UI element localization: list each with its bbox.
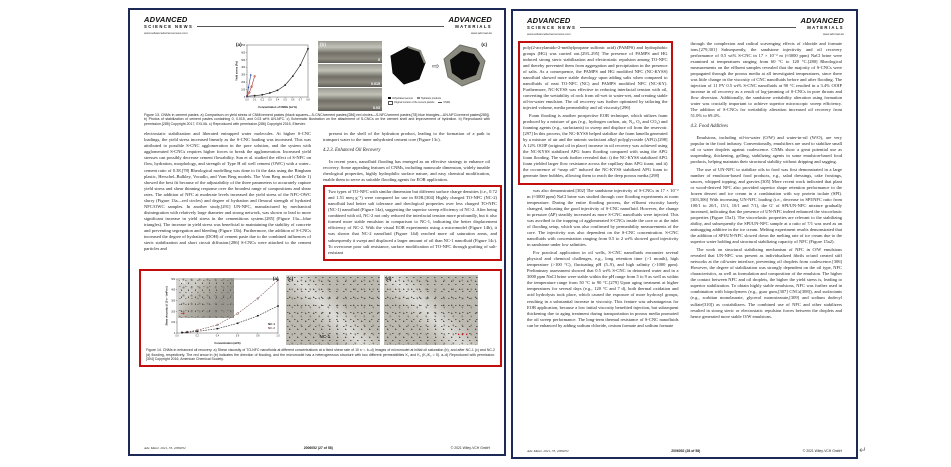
- text-cursor: ↵: [859, 446, 867, 456]
- page-header: [130, 10, 504, 35]
- advanced-science-news-logo: [144, 16, 193, 35]
- figure-14c-image: [286, 275, 380, 345]
- cement-paste-photo: [318, 64, 382, 87]
- photo-label: 0.015: [371, 81, 380, 86]
- logo-line-2: SCIENCE NEWS: [527, 24, 577, 30]
- figure-13c-legend: [388, 97, 490, 105]
- cement-paste-photo: [318, 41, 382, 64]
- svg-text:Shear viscosity @ 10 s⁻¹ (mPa·: Shear viscosity @ 10 s⁻¹ (mPa·s): [164, 286, 168, 326]
- journal-reference: Adv. Mater. 2021, 33, 2006052: [144, 446, 186, 450]
- svg-text:100: 100: [241, 88, 246, 92]
- svg-text:400: 400: [241, 65, 246, 69]
- legend-label: Unhydrated cement: [392, 96, 413, 100]
- svg-text:0.0: 0.0: [245, 97, 249, 101]
- body-columns: [144, 131, 497, 261]
- svg-text:0.0: 0.0: [174, 334, 179, 338]
- panel-label-d: (d): [385, 276, 392, 282]
- svg-text:0.8: 0.8: [255, 334, 259, 338]
- figure-13-caption: Figure 13. CNMs in cement pastes. a) Comparison on yield stress of CNM/cement pastes (black squares—S-CNC/cement pastes;[286] red circles—S-NFC/cement pastes;[78] blue triangles—UN-NFC/cement pastes[285]). b) Photos of stabilization of cement pastes containing 0, 0.015, and 0.03 wt% UN-NFC. c) Schematic illustration on the attachment of S-CNCs on the cement shell and improvement of hydration. b) Reproduced with permission.[285] Copyright 2017, EXLVA. c) Reproduced with permission.[286] Copyright 2015, Elsevier.: [144, 112, 490, 126]
- panel-label-c: (c): [287, 276, 294, 282]
- figure-14d-image: [384, 275, 478, 345]
- svg-text:500: 500: [241, 58, 246, 62]
- svg-text:NC-2: NC-2: [267, 326, 275, 331]
- svg-text:0.6: 0.6: [235, 334, 239, 338]
- section-heading: 4.3. Food Additives: [690, 124, 728, 130]
- page-27: [128, 8, 506, 456]
- photo-label: 0.03: [373, 105, 380, 110]
- paragraph: In recent years, nanofluid flooding has emerged as an effective strategy to enhance oil recovery. Some appealing features of CNMs, including nanoscale dimension, widely tunable rheological properties, highly hydrophilic surface nature, and easy chemical modification, enable them to serve as suitable flooding agents for EOR application.: [323, 158, 490, 182]
- logo-line-2: MATERIALS: [807, 24, 844, 30]
- svg-text:Yield stress (Pa): Yield stress (Pa): [235, 60, 239, 81]
- legend-item: [417, 97, 441, 100]
- gray-swatch-icon: [417, 97, 420, 99]
- panel-label-a: (a): [236, 41, 242, 47]
- advanced-materials-logo: [800, 17, 844, 36]
- right-column: [323, 131, 497, 261]
- panel-label-b: (b): [320, 41, 326, 47]
- svg-text:600: 600: [241, 50, 246, 54]
- red-dots-marker: •••: [457, 332, 470, 338]
- figure-13a-plot: [234, 41, 312, 111]
- figure-14a-plot: [164, 275, 282, 345]
- nc1-label: NC-1: [319, 334, 331, 340]
- panel-label-c: (c): [481, 41, 487, 47]
- figure-14b-inset-image: [178, 278, 234, 318]
- svg-text:0.1: 0.1: [252, 97, 257, 101]
- cement-particle-schematic: [388, 41, 490, 91]
- svg-text:0.8: 0.8: [306, 97, 310, 101]
- advanced-science-news-logo: [527, 17, 576, 36]
- copyright: © 2021 Wiley-VCH GmbH: [802, 449, 842, 453]
- panel-label-b: (b): [179, 279, 186, 285]
- paragraph: Emulsions, including oil-in-water (O/W) and water-in-oil (W/O), are very popular in the food industry. Conventionally, emulsifiers are used to stabilize small oil or water droplets against coalescence. CNMs show a great potential use as suspending, thickening, gelling, stabilizing agents in some emulsion-based food products, helping maintain their structural stability without dripping and sagging.: [690, 134, 842, 165]
- logo-line-2: MATERIALS: [455, 23, 492, 29]
- panel-label-a: (a): [272, 276, 279, 282]
- legend-item: [388, 101, 434, 105]
- header-rule: [580, 17, 796, 28]
- svg-text:1.0: 1.0: [275, 334, 280, 338]
- svg-text:500: 500: [170, 278, 175, 282]
- paragraph: poly(2-acrylamido-2-methylpropane sulfonic acid) (PAMPS) and hydrophobic groups (HG) was carried out.[293–295] The presence of PAMPS and HG induced strong steric stabilization and electrostatic repulsion among TO-NFC and thereby prevented them from aggregation and precipitation in the presence of salts. As a consequence, the PAMPS and HG modified NFC (NC-KYSS) nanofluid showed more stable rheology upon adding salts when compared to nanofluids of neat TO-NFC (NC) and PAMPS modified NFC (NC-KY). Furthermore, NC-KYSS was effective in reducing interfacial tension with oil, converting the wettability of rock from oil-wet to water-wet, and creating stable oil-in-water emulsion. The oil recovery was further optimized by tailoring the injected volume, media permeability and oil viscosity.[296]: [523, 44, 668, 111]
- legend-item: [388, 97, 413, 100]
- section-heading: 4.2.3. Enhanced Oil Recovery: [323, 148, 381, 154]
- highlight-box-figure-14: [139, 269, 502, 367]
- legend-label: Original contour of the cement particle: [394, 101, 435, 105]
- paragraph: through the complexion and radical scavenging effects of chloride and formate ions.[279,301] Subsequently, the sandstone injectivity and oil recovery performance of 0.5 wt% S-CNC in 17 × 10⁻³ m (≈3000 ppm) NaCl brine were examined at temperatures ranging from 60 °C to 120 °C.[280] Rheological measurements on the effluent samples revealed that the majority of S-CNCs were propagated through the porous media at all investigated temperatures, since there was little change in the viscosity of CNC nanofluids before and after flooding. The injection of 11 PV 0.5 wt% S-CNC nanofluids at 90 °C resulted in a 3.4% OOIP increase in oil recovery as a result of log-jamming of S-CNCs in pore throats and flow diversion. Additionally, the sandstone wettability alteration using formation water was crucially important to achieve superior microscopic sweep efficiency. The addition of S-CNCs for wettability alteration increased oil recovery from 51.0% to 69.4%.: [690, 40, 842, 119]
- svg-text:0.2: 0.2: [195, 334, 199, 338]
- paragraph: The use of UN-NFC to stabilize oils in food was first demonstrated in a large number of emulsion-based food products, e.g., salad dressings, cake frostings, sauces, whipped topping, and gravies.[305] More recent work indicated that plant or wood-derived NFC also provided superior shape retention performance to the frozen dessert and ice cream in a combination with soy protein isolate (SPI).[303,306] With increasing UN-NFC loading (i.e., decrease in SPI/NFC ratio from 100/1 to 20/1, 15/1, 10/1 and 7/1), the G′ of SPI/UN-NFC mixture gradually increased, indicating that the presence of UN-NFC indeed enhanced the viscoelastic properties (Figure 15a1). The viscoelastic properties are relevant to the stabilizing ability, and subsequently the SPI/UN-NFC sample at a ratio of 7/1 was used as an antisagging additive in the ice cream. Melting experiment results demonstrated that the addition of SPI/UN-NFC slowed down the melting rate of ice cream due to the superior water holding and structural stabilizing capacity of NFC (Figure 15a2).: [690, 166, 842, 245]
- right-column: [691, 41, 843, 322]
- svg-text:0: 0: [173, 332, 175, 336]
- flood-direction-arrow-icon: →: [180, 311, 185, 318]
- legend-item: [438, 101, 450, 105]
- left-column: [144, 131, 311, 254]
- figure-13c-schematic: [388, 41, 490, 111]
- svg-text:0.2: 0.2: [260, 97, 264, 101]
- svg-text:300: 300: [170, 299, 175, 303]
- outline-swatch-icon: [388, 101, 393, 105]
- page-header: [513, 11, 856, 36]
- highlight-box-text: [518, 41, 673, 185]
- svg-text:NC-1: NC-1: [267, 322, 275, 327]
- figure-13b-photos: [318, 41, 382, 111]
- svg-text:0: 0: [243, 95, 246, 99]
- copyright: © 2021 Wiley-VCH GmbH: [450, 446, 490, 450]
- svg-text:700: 700: [241, 43, 246, 47]
- photo-label: 0: [378, 58, 380, 63]
- svg-text:0.4: 0.4: [215, 334, 219, 338]
- asn-url: www.advancedsciencenews.com: [527, 31, 571, 36]
- asn-url: www.advancedsciencenews.com: [144, 30, 188, 35]
- paragraph: was also demonstrated.[302] The sandstone injectivity of S-CNCs in 17 × 10⁻³ m (≈3000 ppm) NaCl brine was studied through core flooding experiments at room temperature. During the entire flooding process, the effluent viscosity barely changed, indicating the good injectivity of S-CNC nanofluid. However, the change in pressure (ΔP) steadily increased as more S-CNC nanofluids were injected. This was ascribed to the trapping of agglomerated S-CNCs inside the core or at the inlet of flooding setup, which was also confirmed by permeability measurements of the core. The injectivity was also dependent on the S-CNC concentration. S-CNC nanofluids with concentration ranging from 0.5 to 2 wt% showed good injectivity in sandstone under low salinities.: [527, 187, 679, 248]
- logo-line-1: ADVANCED: [144, 15, 188, 24]
- cement-paste-photo: [318, 88, 382, 111]
- svg-text:200: 200: [241, 80, 246, 84]
- paragraph: The work on structural stabilizing mechanism of NFC in O/W emulsions revealed that UN-NFC was present as individualized fibrils or/and created stiff networks at the oil/water interface, preventing oil droplets from coalescence.[306] However, the degree of stabilization was strongly dependent on the oil type, NFC characteristics, as well as formulation and composition of the emulsion. The higher the contact between NFC and oil droplets, the higher the yield stress is, leading to superior stabilization. To obtain highly stable emulsions, NFC was further used in combination with biopolymers (e.g., guar gum,[307] CNCs[308]), and surfactants (e.g., sorbitan monolaurate, glycerol monostearate,[309] and sodium dodecyl sulfate[310]) as costabilizers. The combined use of NFC and other stabilizers resulted in strong steric or electrostatic repulsion forces between the droplets and hence generated more stable O/W emulsions.: [690, 246, 842, 319]
- logo-line-1: ADVANCED: [448, 15, 492, 24]
- left-column: [523, 41, 679, 331]
- svg-text:0.6: 0.6: [291, 97, 295, 101]
- legend-label: CNMs: [443, 101, 451, 105]
- figure-14-caption: Figure 14. CNMs in enhanced oil recovery. a) Shear viscosity of TO-NFC nanofluids at different concentrations at a fixed shear rate of 10 s⁻¹. b–d) Images of micromodel at initial oil saturation (b), and after NC-1 (c) and NC-2 (d) flooding, respectively. The red arrow in (b) indicates the direction of flooding, and the micromodel has a heterogeneous structure with two different permeabilities K₁ and K₂ (K₁/K₂ = 5). a–d) Reproduced with permission.[304] Copyright 2016, American Chemical Society.: [146, 348, 495, 362]
- svg-text:0.5: 0.5: [283, 97, 287, 101]
- boxed-paragraph: Two types of TO-NFC with similar dimension but different surface charge densities (i.e., 0.72 and 1.51 meq g⁻¹) were compared for use in EOR.[304] Highly charged TO-NFC (NC-2) nanofluid had better salt tolerance and rheological properties over less charged TO-NFC (NC-1) nanofluid (Figure 14a), suggesting the superior sweep efficiency of NC-2. After being combined with oil, NC-2 not only reduced the interfacial tension more profoundly, but it also formed more stable emulsion in comparison to NC-1, indicating the better displacement efficiency of NC-2. With the visual EOR experiments using a micromodel (Figure 14b), it was shown that NC-2 nanofluid (Figure 14d) reached more oil saturation areas, and subsequently it swept and displaced a larger amount of oil than NC-1 nanofluid (Figure 14c). To overcome poor salt resistance, surface modification of TO-NFC through grafting of salt-resistant: [328, 189, 497, 255]
- svg-text:100: 100: [170, 321, 175, 325]
- journal-reference: Adv. Mater. 2021, 33, 2006052: [527, 449, 569, 453]
- body-columns: [523, 40, 842, 331]
- page-number: 2006052 (28 of 58): [671, 449, 701, 453]
- svg-text:⇨: ⇨: [432, 60, 440, 71]
- left-column-rest: [527, 188, 679, 329]
- logo-line-1: ADVANCED: [527, 16, 571, 25]
- svg-text:0.4: 0.4: [275, 97, 280, 101]
- svg-text:Concentration of CNMs (wt %): Concentration of CNMs (wt %): [258, 105, 297, 109]
- paragraph: For practical application in oil wells, S-CNC nanofluids encounter several physical and chemical challenges, e.g., long retention time (>1 month), high temperature (>100 °C), fluctuating pH (5–9), and high salinity (>1000 ppm). Preliminary assessment showed that 0.5 wt% S-CNC in deionized water and in a 3000 ppm NaCl brine were stable within the pH range from 5 to 9 as well as within the temperature range from 50 °C to 90 °C.[279] Upon aging treatment at higher temperatures for several days (e.g., 120 °C and 7 d), both thermal oxidation and acid hydrolysis took place, which caused the exposure of more hydroxyl groups, resulting in a substantial increase in viscosity. This feature was advantageous for EOR application, because a low initial viscosity benefited injection, but subsequent thickening due to aging treatment during transportation in porous media promoted the oil sweep performance. The long-term thermal resistance of S-CNC nanofluids can be enhanced by adding sodium chloride, cesium formate and sodium formate: [527, 250, 679, 328]
- page-footer: [144, 446, 490, 450]
- page-28: [511, 9, 858, 459]
- header-rule: [197, 16, 444, 27]
- svg-text:0.3: 0.3: [268, 97, 272, 101]
- logo-line-1: ADVANCED: [800, 16, 844, 25]
- paragraph: electrostatic stabilization and liberated entrapped water molecules. At higher S-CNC loadings, the yield stress increased linearly as the S-CNC loading was increased. This was attributed to possible S-CNC agglomeration in the pore solution, and the system with agglomerated S-CNCs requires higher forces to break the agglomeration. Increased yield stresses can possibly decrease cement flowability. Sun et al. studied the effect of S-NFC on flow, hydration, morphology, and strength of Type H oil well cement (OWC) with a water–cement ratio of 0.38.[78] Rheological modelling was done to fit the data using the Bingham plastic, Herschel–Bulkley, Vocadlo, and Vom Berg models. The Vom Berg model (Table 1) showed the best fit because of the adjustability of the three parameters to accurately capture yield stress and shear thinning response over the broadest range of compositions and shear rates. The addition of NFC at moderate levels increased the yield stress of the NFC-OWC slurry (Figure 13a—red circles) and degree of hydration and flexural strength of hydrated NFC/OWC samples. In another study,[291] UN-NFC, manufactured by mechanical disintegration with relatively large diameter and strong network, was shown to lead to more significant increase in yield stress in the cementitious system.[285] (Figure 13a—blue triangles). The increase in yield stress was beneficial to maintaining the stability of concrete and preventing segregation and bleeding (Figure 13b). Furthermore, the addition of S-CNCs increased the degree of hydration (DOH) of cement paste due to the combined influences of steric stabilization and short circuit diffusion.[286] S-CNCs were attached to the cement particles and: [144, 131, 311, 252]
- paragraph: Foam flooding is another prospective EOR technique, which utilizes foam produced by a mixture of gas (e.g., hydrogen carbon, air, N₂, O₂ and CO₂) and foaming agents (e.g., surfactants) to sweep and displace oil from the reservoir.[297] In this process, the NC-KYSS helped stabilize the foam lamella generated by a mixture of air and the anionic surfactant alkyl polyglycoside (APG).[298] A 12% OOIP (original oil in place) increase in oil recovery was achieved using the NC-KYSS stabilized APG foam flooding compared with using the APG foam flooding. The work further revealed that: i) the NC-KYSS stabilized APG foam yielded larger flow resistance across the capillary than APG foam; and ii) the occurrence of “snap off” induced the NC-KYSS stabilized APG foam to generate finer bubbles, allowing them to reach the deep porous media.[298]: [523, 112, 668, 179]
- black-swatch-icon: [388, 97, 391, 99]
- svg-text:300: 300: [241, 73, 246, 77]
- legend-label: Hydration products: [420, 96, 441, 100]
- figure-14: [144, 273, 497, 345]
- logo-line-2: SCIENCE NEWS: [144, 23, 194, 29]
- svg-text:Concentration (wt%): Concentration (wt%): [213, 342, 241, 346]
- svg-text:400: 400: [170, 288, 175, 292]
- highlight-box-text: [323, 185, 502, 261]
- figure-13: [144, 41, 490, 111]
- svg-text:0.7: 0.7: [298, 97, 303, 101]
- right-column-top: [323, 131, 490, 183]
- am-url: www.advmat.de: [470, 30, 492, 35]
- page-footer: [527, 449, 842, 453]
- line-swatch-icon: [438, 102, 442, 103]
- advanced-materials-logo: [448, 16, 492, 35]
- svg-text:200: 200: [170, 310, 175, 314]
- paragraph: present in the shell of the hydration product, leading to the formation of a path to transport water to the inner unhydrated cement core (Figure 13c).: [323, 131, 490, 143]
- am-url: www.advmat.de: [822, 31, 844, 36]
- page-number: 2006052 (27 of 58): [303, 446, 333, 450]
